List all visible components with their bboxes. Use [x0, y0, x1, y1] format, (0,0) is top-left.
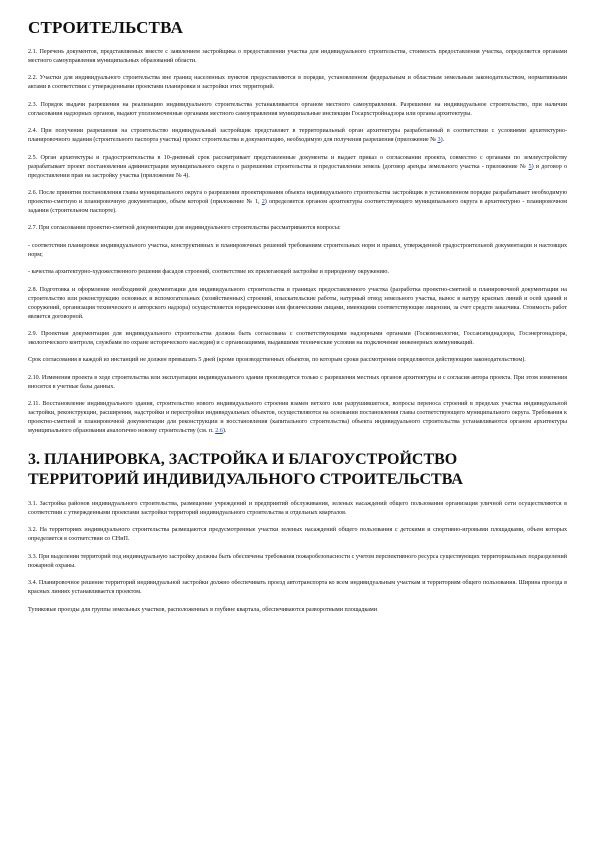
paragraph-text: 2.2. Участки для индивидуального строительства вне границ населенных пунктов предоставляются в порядке, установленном федеральным и областным земельным законодательством, нормативными актами в соответствии с утвержденными проектами планировки и застройки этих территорий. [28, 75, 567, 91]
paragraph [28, 154, 567, 181]
paragraph-text: - качества архитектурно-художественного решения фасадов строений, соответствие их прилегающей застройке и природному окружению. [28, 269, 389, 276]
paragraph [28, 48, 567, 66]
paragraph [28, 268, 567, 277]
paragraph-tail: ). [440, 137, 445, 144]
paragraph-text: 2.7. При согласовании проектно-сметной документации для индивидуального строительства рассматриваются вопросы: [28, 225, 341, 232]
paragraph [28, 500, 567, 518]
paragraph-text: 3.1. Застройка районов индивидуального строительства, размещение учреждений и предприятий обслуживания, зеленых насаждений общего пользования организация уличной сети осуществляются в соответствии с утвержденными проектами застройки территорий индивидуального строительства и отдельных кварталов. [28, 501, 567, 517]
section-3-body [28, 500, 567, 615]
paragraph-text: 2.10. Изменения проекта в ходе строительства или эксплуатации индивидуального здания производятся только с разрешения местных органов архитектуры и с согласия автора проекта. При этом изменения вносятся в учетные базы данных. [28, 374, 567, 390]
paragraph [28, 356, 567, 365]
paragraph-text: 2.1. Перечень документов, представляемых вместе с заявлением застройщика о предоставлении участка для индивидуального строительства, стоимость предоставления участка, определяется органами местного самоуправления муниципальных образований области. [28, 49, 567, 64]
paragraph-text: 2.4. При получении разрешения на строительство индивидуальный застройщик представляет в территориальный орган архитектуры разработанный в соответствии с условиями архитектурно-планировочного задания (строительного паспорта участка) проект строительства и документацию, необходимую для получения разрешения (приложение № [28, 128, 567, 144]
paragraph-text: 2.6. После принятия постановления главы муниципального округа о разрешении проектирования объекта индивидуального строительства застройщик в установленном порядке разрабатывает необходимую проектно-сметную и планировочную документацию, объем которой (приложение № 1, [28, 189, 567, 205]
paragraph-text: 2.11. Восстановление индивидуального здания, строительство нового индивидуального строения взамен ветхого или разрушившегося, вопросы переноса строений в пределах участка индивидуальной застройки, реконструкции, расширения, надстройки и перестройки индивидуальных объектов, осуществляются на основании постановления главы соответствующего муниципального округа. Требования к проектно-сметной и планировочной документации для реконструкции и восстановления (капитального строительства) объекта индивидуального строительства устанавливаются органом архитектуры муниципального образования аналогично новому строительству (см. п. [28, 401, 567, 435]
paragraph-text: Срок согласования в каждой из инстанций не должен превышать 5 дней (кроме производственных объектов, по которым сроки рассмотрения определяются действующим законодательством). [28, 357, 526, 364]
paragraph [28, 224, 567, 233]
paragraph [28, 579, 567, 597]
paragraph [28, 330, 567, 348]
paragraph [28, 553, 567, 571]
appendix-link[interactable]: 5 [528, 163, 532, 170]
paragraph-text: 3.3. При выделении территорий под индивидуальную застройку должны быть обеспечены требования пожаробезопасности с учетом перспективного ресурса существующих территориальных подразделений пожарной охраны. [28, 553, 567, 569]
paragraph [28, 189, 567, 216]
paragraph-tail: ) определяется органом архитектуры соответствующего муниципального округа в архитектурно - планировочном задании (строительном паспорте). [28, 198, 567, 214]
paragraph [28, 127, 567, 145]
appendix-link[interactable]: 2 [261, 198, 265, 205]
section-2-body [28, 48, 567, 436]
page-heading: СТРОИТЕЛЬСТВА [28, 18, 184, 37]
paragraph [28, 606, 567, 615]
paragraph-text: 2.8. Подготовка и оформление необходимой документации для индивидуального строительства в границах предоставленного участка (разработка проектно-сметной и планировочной документации на строительство или реконструкцию основных и вспомогательных (хозяйственных) строений, изыскательские работы, натурный отвод земельного участка, вынос в натуру красных линий и осей зданий и сооружений, организация технического и авторского надзора) осуществляется юридическими или физическими лицами, имеющими соответствующие лицензии, за счет средств заказчика. Стоимость работ является договорной. [28, 286, 567, 320]
paragraph-text: - соответствия планировки индивидуального участка, конструктивных и планировочных решений требованиям строительных норм и правил, утвержденной градостроительной документации и настоящих норм; [28, 242, 567, 258]
paragraph-text: 2.5. Орган архитектуры и градостроительства в 10-дневный срок рассматривает представленные документы и выдает приказ о согласовании проекта, совместно с органами по землеустройству разрабатывает проект постановления администрации муниципального округа о разрешении строительства и предоставлении земель (договор аренды земельного участка - приложение № [28, 154, 567, 170]
paragraph [28, 526, 567, 544]
paragraph-text: 2.9. Проектная документация для индивидуального строительства должна быть согласована с соответствующими надзорными органами (Госкомэкологии, Госсанэпиднадзора, Госэнергонадзора, экологического контроля, службами по охране исторического наследия) и с организациями, выдавшими технические условия на подключение инженерных коммуникаций. [28, 330, 567, 346]
section-3-heading: 3. ПЛАНИРОВКА, ЗАСТРОЙКА И БЛАГОУСТРОЙСТВО ТЕРРИТОРИЙ ИНДИВИДУАЛЬНОГО СТРОИТЕЛЬСТВА [28, 451, 463, 489]
paragraph-tail: ) и договор о предоставлении прав на застройку участка (приложение № 4). [28, 163, 567, 179]
appendix-link[interactable]: 2.6 [215, 428, 223, 435]
paragraph-tail: ). [222, 428, 227, 435]
paragraph [28, 374, 567, 392]
appendix-link[interactable]: 3 [437, 137, 441, 144]
paragraph-text: 3.2. На территориях индивидуального строительства размещаются предусмотренные участки зеленых насаждений общего пользования с детскими и спортивно-игровыми площадками, объем которых определяется в соответствии со СНиП. [28, 527, 567, 543]
paragraph [28, 74, 567, 92]
paragraph [28, 242, 567, 260]
paragraph [28, 286, 567, 322]
paragraph [28, 101, 567, 119]
paragraph-text: 2.3. Порядок выдачи разрешения на реализацию индивидуального строительства устанавливается органом местного самоуправления. Разрешение на индивидуальное строительство, при наличии согласования надзорных органов, выдают уполномоченные органами местного самоуправления муниципальные инспекции Госархстройнадзора или органы архитектуры. [28, 101, 567, 117]
paragraph-text: 3.4. Планировочное решение территорий индивидуальной застройки должно обеспечивать проезд автотранспорта ко всем индивидуальным участкам и территориям общего пользования. Ширина проезда в красных линиях устанавливается проектом. [28, 580, 567, 596]
paragraph [28, 400, 567, 436]
paragraph-text: Тупиковые проезды для группы земельных участков, расположенных в глубине квартала, обеспечиваются разворотными площадками [28, 606, 378, 613]
